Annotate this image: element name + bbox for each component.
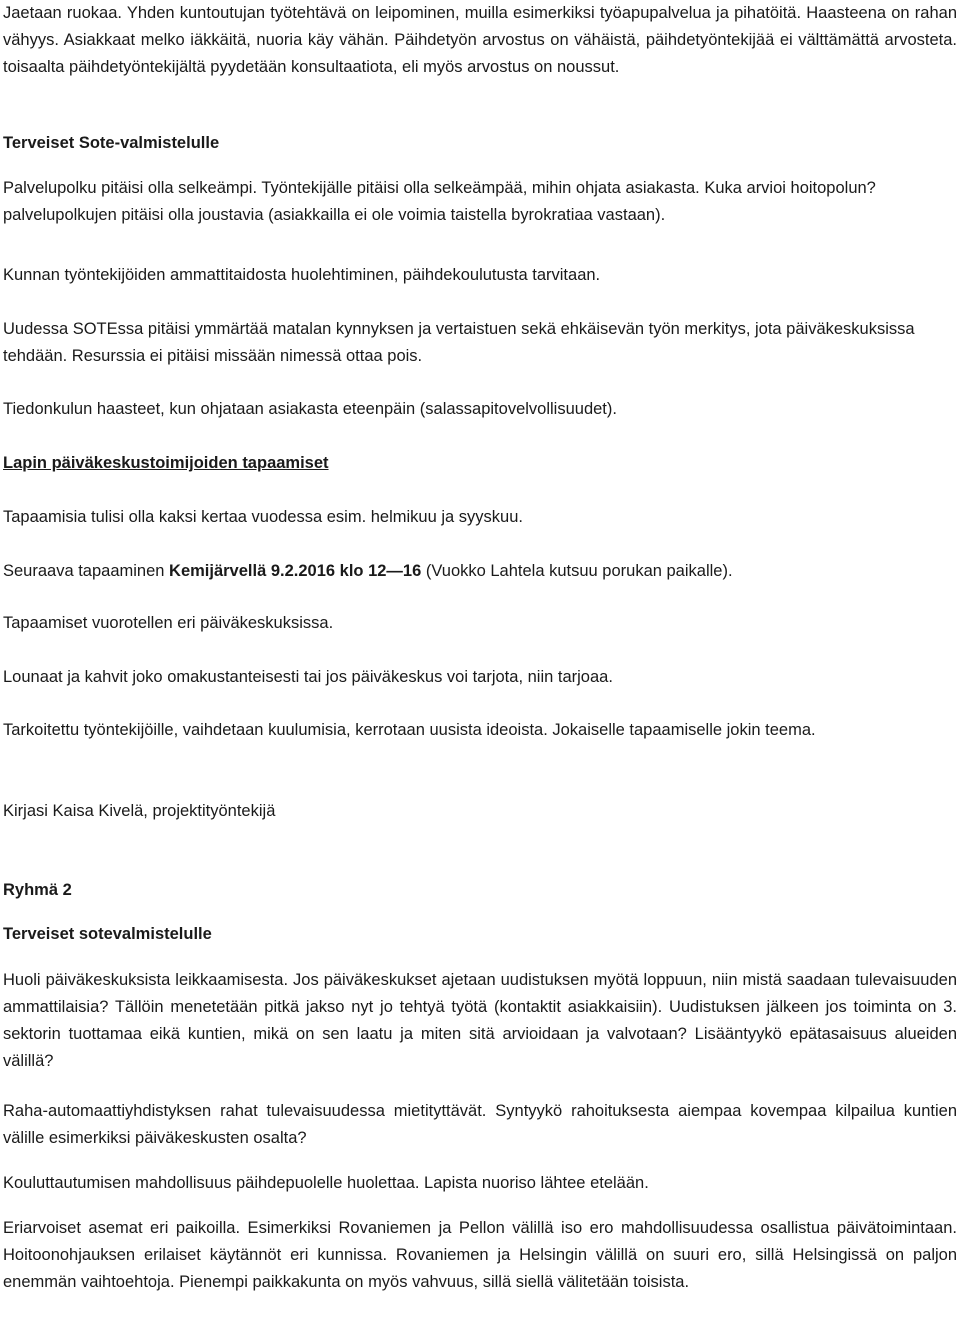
next-meeting-place-date: Kemijärvellä 9.2.2016 klo 12—16 (169, 562, 422, 580)
paragraph-intro: Jaetaan ruokaa. Yhden kuntoutujan työtehtävä on leipominen, muilla esimerkiksi työapupalvelua ja pihatöitä. Haasteena on rahan vähyys. Asiakkaat melko iäkkäitä, nuoria käy vähän. Päihdetyön arvostus on vähäistä, päihdetyöntekijää ei välttämättä arvosteta. toisaalta päihdetyöntekijältä pyydetään konsultaatiota, eli myös arvostus on noussut. (3, 4, 957, 76)
paragraph-lunch-coffee: Lounaat ja kahvit joko omakustanteisesti tai jos päiväkeskus voi tarjota, niin tarjoaa. (3, 668, 613, 686)
next-meeting-note: (Vuokko Lahtela kutsuu porukan paikalle). (421, 562, 733, 580)
heading-greetings-sote-2: Terveiset sotevalmistelulle (3, 925, 212, 943)
heading-group-2: Ryhmä 2 (3, 881, 72, 899)
paragraph-recorder: Kirjasi Kaisa Kivelä, projektityöntekijä (3, 802, 276, 820)
paragraph-rotation: Tapaamiset vuorotellen eri päiväkeskuksissa. (3, 614, 334, 632)
next-meeting-prefix: Seuraava tapaaminen (3, 562, 170, 580)
heading-greetings-sote: Terveiset Sote-valmistelulle (3, 134, 220, 152)
paragraph-education: Kouluttautumisen mahdollisuus päihdepuolelle huolettaa. Lapista nuoriso lähtee etelään. (3, 1174, 649, 1192)
paragraph-purpose: Tarkoitettu työntekijöille, vaihdetaan kuulumisia, kerrotaan uusista ideoista. Jokaiselle tapaamiselle jokin teema. (3, 721, 816, 739)
paragraph-next-meeting (3, 558, 957, 585)
paragraph-information-flow: Tiedonkulun haasteet, kun ohjataan asiakasta eteenpäin (salassapitovelvollisuudet). (3, 400, 617, 418)
paragraph-inequality: Eriarvoiset asemat eri paikoilla. Esimerkiksi Rovaniemen ja Pellon välillä iso ero mahdollisuudessa osallistua päivätoimintaan. Hoitoonohjauksen erilaiset käytännöt eri kunnissa. Rovaniemen ja Helsingin välillä on suuri ero, sillä Helsingissä on paljon enemmän vaihtoehtoja. Pienempi paikkakunta on myös vahvuus, sillä siellä välitetään toisista. (3, 1219, 957, 1291)
paragraph-staff-training: Kunnan työntekijöiden ammattitaidosta huolehtiminen, päihdekoulutusta tarvitaan. (3, 266, 601, 284)
paragraph-meeting-frequency: Tapaamisia tulisi olla kaksi kertaa vuodessa esim. helmikuu ja syyskuu. (3, 508, 523, 526)
paragraph-service-path: Palvelupolku pitäisi olla selkeämpi. Työntekijälle pitäisi olla selkeämpää, mihin ohjata asiakasta. Kuka arvioi hoitopolun? palvelupolkujen pitäisi olla joustavia (asiakkailla ei ole voimia taistella byrokratiaa vastaan). (3, 179, 876, 224)
paragraph-day-centre-concern: Huoli päiväkeskuksista leikkaamisesta. Jos päiväkeskukset ajetaan uudistuksen myötä loppuun, niin mistä saadaan tulevaisuuden ammattilaisia? Tällöin menetetään pitkä jakso nyt jo tehtyä työtä (kontaktit asiakkaisiin). Uudistuksen jälkeen jos toiminta on 3. sektorin tuottamaa eikä kuntien, mikä on sen laatu ja miten sitä arvioidaan ja valvotaan? Lisääntyykö epätasaisuus alueiden välillä? (3, 971, 957, 1070)
paragraph-ray-funding: Raha-automaattiyhdistyksen rahat tulevaisuudessa mietityttävät. Syntyykö rahoituksesta aiempaa kovempaa kilpailua kuntien välille esimerkiksi päiväkeskusten osalta? (3, 1102, 957, 1147)
paragraph-new-sote: Uudessa SOTEssa pitäisi ymmärtää matalan kynnyksen ja vertaistuen sekä ehkäisevän työn merkitys, jota päiväkeskuksissa tehdään. Resurssia ei pitäisi missään nimessä ottaa pois. (3, 320, 915, 365)
heading-lapland-meetings: Lapin päiväkeskustoimijoiden tapaamiset (3, 454, 329, 472)
